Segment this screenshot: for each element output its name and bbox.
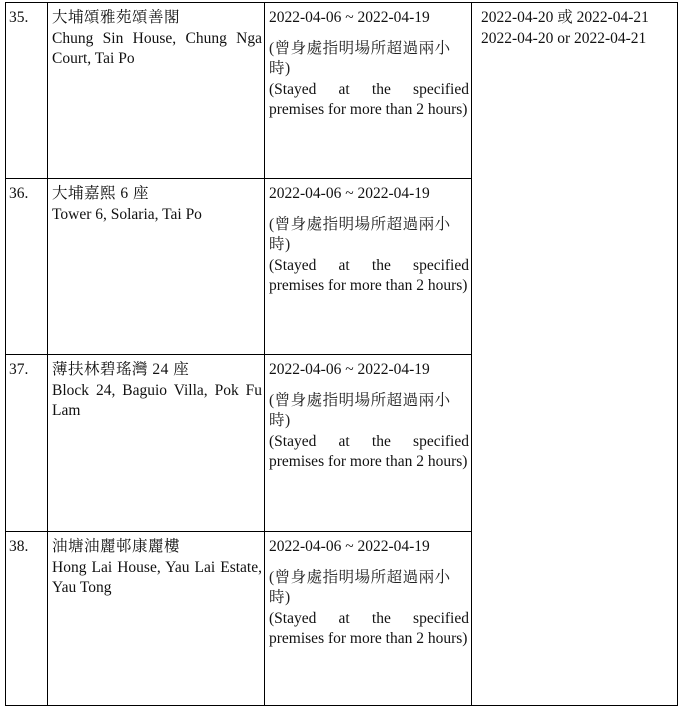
note-chinese: (曾身處指明場所超過兩小時): [269, 391, 451, 429]
address-english: Block 24, Baguio Villa, Pok Fu Lam: [52, 381, 262, 419]
note-chinese: (曾身處指明場所超過兩小時): [269, 215, 451, 253]
period-dates: 2022-04-06 ~ 2022-04-19: [269, 185, 430, 202]
row-number: 37.: [6, 355, 48, 532]
note-chinese: (曾身處指明場所超過兩小時): [269, 39, 451, 77]
address-chinese: 油塘油麗邨康麗樓: [52, 538, 181, 555]
note-english: (Stayed at the specified premises for more than 2 hours): [269, 432, 469, 470]
period-cell: [265, 3, 472, 179]
row-number: 35.: [6, 3, 48, 179]
period-cell: [265, 355, 472, 532]
period-dates: 2022-04-06 ~ 2022-04-19: [269, 9, 430, 26]
period-dates: 2022-04-06 ~ 2022-04-19: [269, 361, 430, 378]
note-english: (Stayed at the specified premises for more than 2 hours): [269, 256, 469, 294]
test-dates-chinese: 2022-04-20 或 2022-04-21: [481, 9, 649, 26]
address-cell: [48, 355, 265, 532]
premises-table: [5, 2, 678, 706]
row-number: 36.: [6, 179, 48, 355]
address-english: Tower 6, Solaria, Tai Po: [52, 205, 202, 223]
address-cell: [48, 179, 265, 355]
row-number: 38.: [6, 532, 48, 706]
address-english: Chung Sin House, Chung Nga Court, Tai Po: [52, 29, 262, 67]
period-cell: [265, 532, 472, 706]
note-chinese: (曾身處指明場所超過兩小時): [269, 568, 451, 606]
test-dates-english: 2022-04-20 or 2022-04-21: [481, 29, 647, 47]
period-dates: 2022-04-06 ~ 2022-04-19: [269, 538, 430, 555]
period-cell: [265, 179, 472, 355]
note-english: (Stayed at the specified premises for more than 2 hours): [269, 80, 469, 118]
address-cell: [48, 532, 265, 706]
note-english: (Stayed at the specified premises for more than 2 hours): [269, 609, 469, 647]
table-row: [6, 3, 678, 179]
address-chinese: 大埔頌雅苑頌善閣: [52, 9, 181, 26]
test-dates-cell: [472, 3, 678, 706]
address-english: Hong Lai House, Yau Lai Estate, Yau Tong: [52, 558, 262, 596]
address-chinese: 薄扶林碧瑤灣 24 座: [52, 361, 190, 378]
address-chinese: 大埔嘉熙 6 座: [52, 185, 150, 202]
address-cell: [48, 3, 265, 179]
